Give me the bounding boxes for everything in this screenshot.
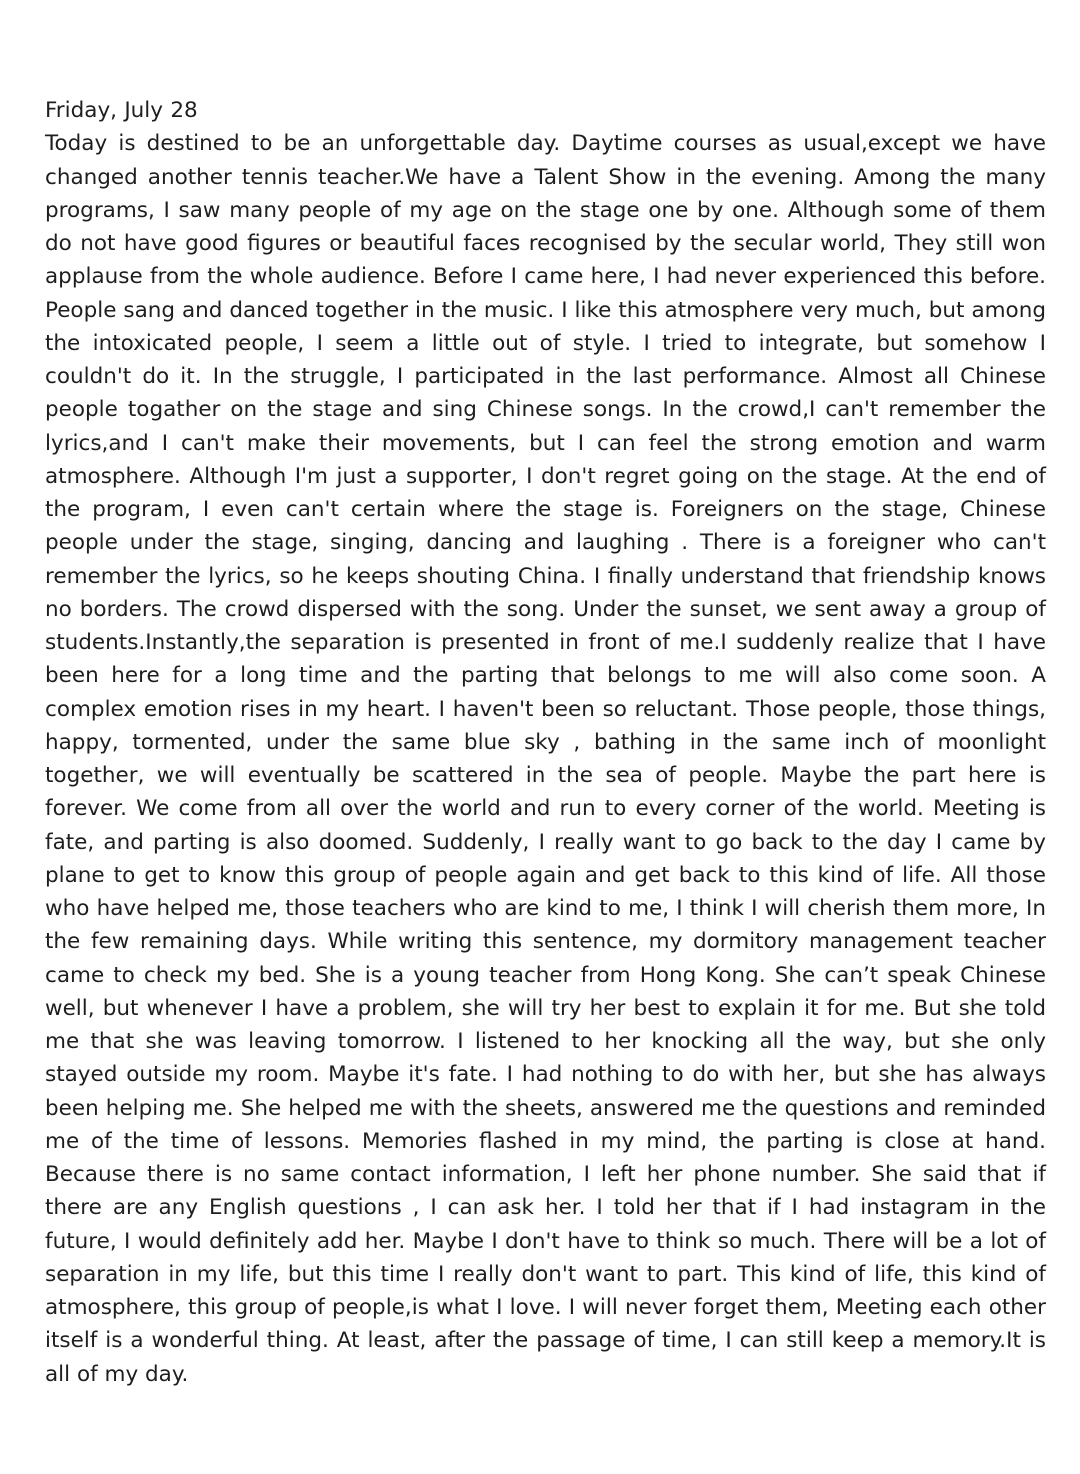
diary-entry-text: Today is destined to be an unforgettable day. Daytime courses as usual,except we have changed another tennis teacher.We have a Talent Show in the evening. Among the many programs, I saw many people of my age on the stage one by one. Although some of them do not have good figures or beautiful faces recognised by the secular world, They still won applause from the whole audience. Before I came here, I had never experienced this before. People sang and danced together in the music. I like this atmosphere very much, but among the intoxicated people, I seem a little out of style. I tried to integrate, but somehow I couldn't do it. In the struggle, I participated in the last performance. Almost all Chinese people togather on the stage and sing Chinese songs. In the crowd,I can't remember the lyrics,and I can't make their movements, but I can feel the strong emotion and warm atmosphere. Although I'm just a supporter, I don't regret going on the stage. At the end of the program, I even can't certain where the stage is. Foreigners on the stage, Chinese people under the stage, singing, dancing and laughing . There is a foreigner who can't remember the lyrics, so he keeps shouting China. I finally understand that friendship knows no borders. The crowd dispersed with the song. Under the sunset, we sent away a group of students.Instantly,the separation is presented in front of me.I suddenly realize that I have been here for a long time and the parting that belongs to me will also come soon. A complex emotion rises in my heart. I haven't been so reluctant. Those people, those things, happy, tormented, under the same blue sky , bathing in the same inch of moonlight together, we will eventually be scattered in the sea of people. Maybe the part here is forever. We come from all over the world and run to every corner of the world. Meeting is fate, and parting is also doomed. Suddenly, I really want to go back to the day I came by plane to get to know this group of people again and get back to this kind of life. All those who have helped me, those teachers who are kind to me, I think I will cherish them more, In the few remaining days. While writing this sentence, my dormitory management teacher came to check my bed. She is a young teacher from Hong Kong. She can’t speak Chinese well, but whenever I have a problem, she will try her best to explain it for me. But she told me that she was leaving tomorrow. I listened to her knocking all the way, but she only stayed outside my room. Maybe it's fate. I had nothing to do with her, but she has always been helping me. She helped me with the sheets, answered me the questions and reminded me of the time of lessons. Memories flashed in my mind, the parting is close at hand. Because there is no same contact information, I left her phone number. She said that if there are any English questions , I can ask her. I told her that if I had instagram in the future, I would definitely add her. Maybe I don't have to think so much. There will be a lot of separation in my life, but this time I really don't want to part. This kind of life, this kind of atmosphere, this group of people,is what I love. I will never forget them, Meeting each other itself is a wonderful thing. At least, after the passage of time, I can still keep a memory.It is all of my day. <box>45 131 1046 1387</box>
diary-page <box>45 94 1046 1391</box>
diary-date: Friday, July 28 <box>45 98 198 123</box>
